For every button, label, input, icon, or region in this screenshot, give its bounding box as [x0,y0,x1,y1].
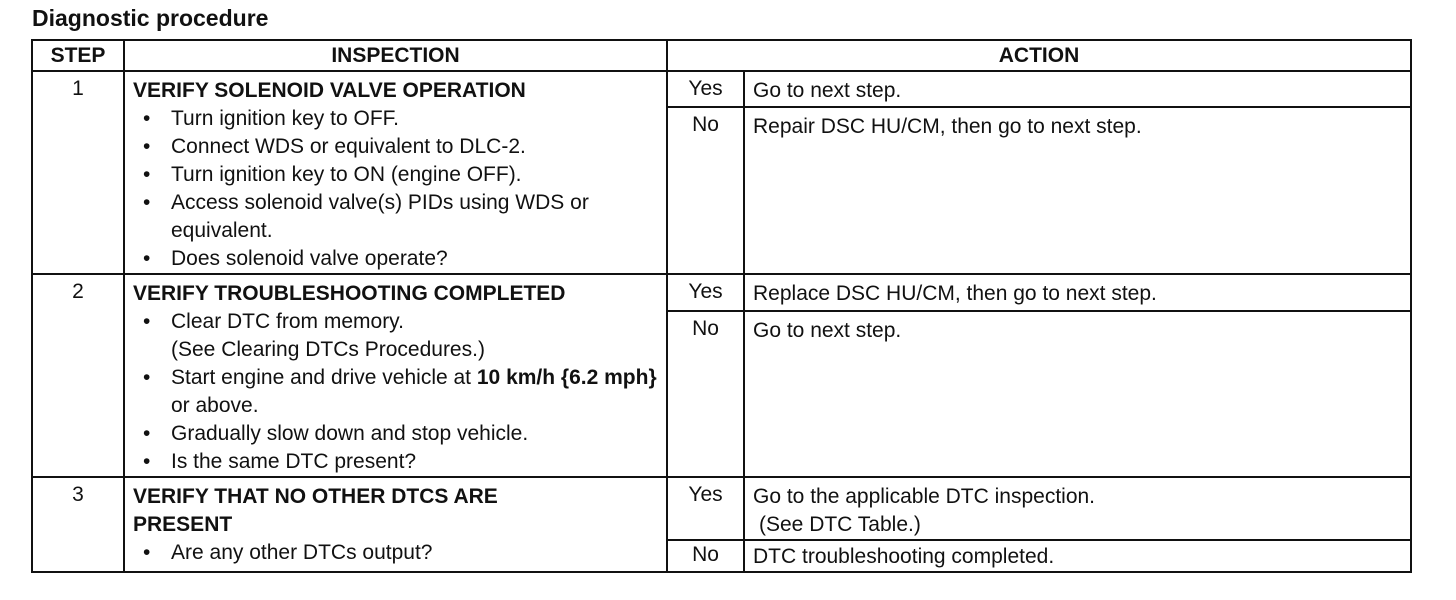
table-row [32,274,1411,311]
list-item-text: or above. [171,394,259,417]
list-item: • Is the same DTC present? [133,448,658,476]
list-item: • Gradually slow down and stop vehicle. [133,420,658,448]
list-item-text: Start engine and drive vehicle at [171,366,472,389]
list-item: • Access solenoid valve(s) PIDs using WDS or equivalent. [133,189,658,245]
list-item: • Turn ignition key to ON (engine OFF). [133,161,658,189]
no-action: Go to next step. [744,311,1411,477]
inspection-heading: VERIFY THAT NO OTHER DTCS ARE PRESENT [133,485,498,536]
no-action: Repair DSC HU/CM, then go to next step. [744,107,1411,274]
yes-label: Yes [667,477,744,540]
list-item: • Turn ignition key to OFF. [133,105,658,133]
table-row [32,71,1411,107]
list-item: • Are any other DTCs output? [133,539,658,567]
inspection-cell [124,71,667,274]
list-item-text: Clear DTC from memory. [171,310,404,333]
yes-action: Go to the applicable DTC inspection. [753,485,1096,508]
list-item: • Does solenoid valve operate? [133,245,658,273]
no-action: DTC troubleshooting completed. [744,540,1411,572]
no-label: No [667,540,744,572]
yes-label: Yes [667,71,744,107]
inspection-heading: VERIFY SOLENOID VALVE OPERATION [133,79,526,102]
no-label: No [667,107,744,274]
no-label: No [667,311,744,477]
step-number: 1 [32,71,124,274]
header-step: STEP [32,40,124,71]
list-item-note: (See Clearing DTCs Procedures.) [171,338,485,361]
inspection-list [133,308,658,476]
yes-action: Go to next step. [744,71,1411,107]
yes-label: Yes [667,274,744,311]
yes-action: Replace DSC HU/CM, then go to next step. [744,274,1411,311]
inspection-cell [124,274,667,477]
step-number: 2 [32,274,124,477]
step-number: 3 [32,477,124,572]
inspection-heading: VERIFY TROUBLESHOOTING COMPLETED [133,282,566,305]
header-inspection: INSPECTION [124,40,667,71]
table-header-row [32,40,1411,71]
diagnostic-table [31,39,1412,573]
list-item [133,364,658,420]
table-row [32,477,1411,540]
yes-action-cell [744,477,1411,540]
header-action: ACTION [667,40,1411,71]
inspection-list [133,105,658,273]
list-item: • Connect WDS or equivalent to DLC-2. [133,133,658,161]
page-title: Diagnostic procedure [32,5,269,31]
inspection-list [133,539,658,567]
yes-action-note: (See DTC Table.) [759,513,921,536]
inspection-cell [124,477,667,572]
speed-value: 10 km/h {6.2 mph} [476,366,657,389]
list-item [133,308,658,364]
